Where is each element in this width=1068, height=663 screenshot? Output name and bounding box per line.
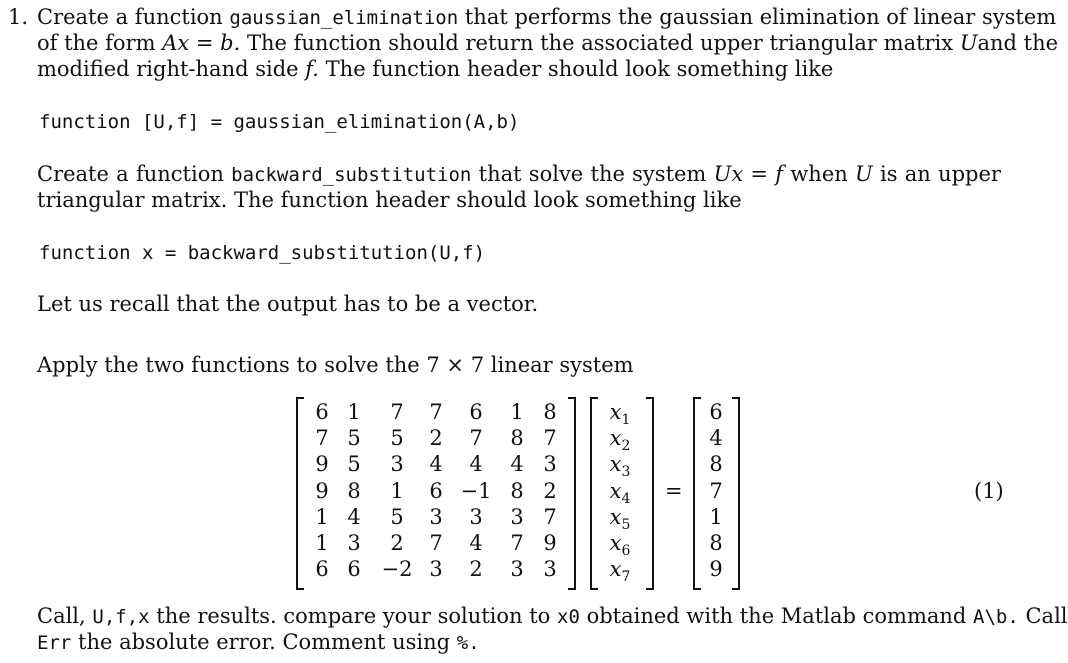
intro-text: modified right-hand side <box>37 57 299 81</box>
final-line-1 <box>37 603 1068 630</box>
final-text: the results. compare your solution to <box>156 604 551 628</box>
math-U: U <box>855 162 873 186</box>
matrix-entry: 1 <box>315 504 329 529</box>
intro-line-1 <box>37 4 1057 31</box>
item-number: 1. <box>8 5 29 29</box>
math-U: U <box>959 31 978 55</box>
matrix-entry: 1 <box>315 531 329 555</box>
matrix-entry: 3 <box>347 531 361 555</box>
matrix-entry: 1 <box>347 400 361 424</box>
backsub-text: when <box>790 162 848 186</box>
matrix-entry: 6 <box>429 478 443 503</box>
matrix-entry: 9 <box>315 452 329 477</box>
math-f: f. <box>305 57 319 81</box>
intro-line-2 <box>37 30 1059 56</box>
matrix-entry: 3 <box>429 557 443 582</box>
equation-number: (1) <box>974 478 1004 503</box>
backsub-text: Create a function <box>37 162 224 186</box>
matrix-entry: 1 <box>510 400 524 424</box>
unknown-entry: $x_6$ <box>609 531 631 560</box>
matrix-entry: 3 <box>543 557 557 582</box>
rhs-entry: 7 <box>709 478 723 503</box>
matrix-entry: 3 <box>390 452 404 477</box>
rhs-entry: 1 <box>709 504 723 529</box>
backsub-text: that solve the system <box>478 162 707 186</box>
variable-names: U,f,x <box>92 606 150 628</box>
matrix-entry: 2 <box>390 531 404 555</box>
unknown-entry: $x_4$ <box>609 478 631 507</box>
matrix-entry: 6 <box>469 400 483 424</box>
apply-text: Apply the two functions to solve the 7 × 7 linear system <box>37 353 634 377</box>
matrix-entry: 9 <box>543 531 557 555</box>
equals-sign: = <box>665 478 683 503</box>
matrix-entry: 3 <box>543 452 557 477</box>
rhs-entry: 4 <box>709 426 723 451</box>
matrix-entry: 4 <box>469 452 483 477</box>
matrix-entry: 8 <box>510 426 524 451</box>
unknown-entry: $x_7$ <box>609 557 631 586</box>
intro-text: and the <box>977 31 1059 55</box>
matrix-entry: 3 <box>510 557 524 582</box>
matrix-entry: 5 <box>347 452 361 477</box>
matrix-entry: 7 <box>543 504 557 529</box>
matrix-entry: 7 <box>390 400 404 424</box>
variable-err: Err <box>37 632 72 654</box>
matrix-entry: 7 <box>543 426 557 451</box>
matrix-entry: 5 <box>390 426 404 451</box>
matrix-entry: −1 <box>460 478 492 503</box>
final-text: Call <box>1025 604 1068 628</box>
final-text: obtained with the Matlab command <box>586 604 967 628</box>
recall-text: Let us recall that the output has to be a vector. <box>37 292 539 316</box>
code-header-gaussian: function [U,f] = gaussian_elimination(A,b) <box>39 111 520 133</box>
backsub-text: is an upper <box>880 162 1001 186</box>
matrix-entry: 4 <box>469 531 483 555</box>
intro-text: Create a function <box>37 5 223 29</box>
rhs-entry: 8 <box>709 452 723 477</box>
matrix-entry: 6 <box>315 557 329 582</box>
unknown-entry: $x_3$ <box>609 452 631 481</box>
matrix-entry: 7 <box>429 400 443 424</box>
matrix-entry: 3 <box>510 504 524 529</box>
matrix-entry: 6 <box>347 557 361 582</box>
matrix-entry: 3 <box>469 504 483 529</box>
matrix-entry: 7 <box>510 531 524 555</box>
matrix-entry: 9 <box>315 478 329 503</box>
matrix-entry: 2 <box>469 557 483 582</box>
matrix-entry: 2 <box>429 426 443 451</box>
matrix-entry: 8 <box>510 478 524 503</box>
function-name-gaussian: gaussian_elimination <box>229 7 459 29</box>
backsub-line-1 <box>37 161 1001 188</box>
function-name-backward: backward_substitution <box>231 164 472 186</box>
matrix-entry: 5 <box>390 504 404 529</box>
rhs-entry: 9 <box>709 557 723 582</box>
intro-text: The function header should look something like <box>325 57 834 81</box>
math-ux-f: Ux = f <box>713 162 784 186</box>
matrix-entry: 7 <box>469 426 483 451</box>
matrix-entry: 3 <box>429 504 443 529</box>
backsub-line-2: triangular matrix. The function header should look something like <box>37 188 742 212</box>
matrix-entry: 5 <box>347 426 361 451</box>
matrix-entry: 7 <box>315 426 329 451</box>
final-text: the absolute error. Comment using <box>78 630 451 654</box>
unknown-entry: $x_2$ <box>609 426 631 455</box>
matrix-entry: 8 <box>347 478 361 503</box>
intro-line-3 <box>37 56 833 82</box>
matrix-entry: 7 <box>429 531 443 555</box>
matrix-entry: 4 <box>347 504 361 529</box>
rhs-entry: 6 <box>709 400 723 424</box>
matlab-command: A\b. <box>973 606 1019 628</box>
matrix-entry: 1 <box>390 478 404 503</box>
matrix-entry: 2 <box>543 478 557 503</box>
unknowns-right-bracket <box>646 397 654 590</box>
code-header-backward: function x = backward_substitution(U,f) <box>39 242 486 264</box>
unknown-entry: $x_1$ <box>609 400 631 429</box>
rhs-entry: 8 <box>709 531 723 555</box>
final-line-2 <box>37 629 480 656</box>
final-text: Call, <box>37 604 86 628</box>
matrix-entry: 4 <box>429 452 443 477</box>
intro-text: The function should return the associated upper triangular matrix <box>246 31 954 55</box>
matrix-entry: 8 <box>543 400 557 424</box>
matrix-entry: 6 <box>315 400 329 424</box>
unknown-entry: $x_5$ <box>609 504 631 533</box>
math-ax-b: Ax = b. <box>162 31 241 55</box>
unknowns-left-bracket <box>590 397 598 590</box>
comment-symbol: %. <box>456 632 480 654</box>
matrix-entry: 4 <box>510 452 524 477</box>
intro-text: of the form <box>37 31 156 55</box>
intro-text: that performs the gaussian elimination of linear system <box>464 5 1057 29</box>
matrix-entry: −2 <box>381 557 413 582</box>
variable-x0: x0 <box>557 606 580 628</box>
